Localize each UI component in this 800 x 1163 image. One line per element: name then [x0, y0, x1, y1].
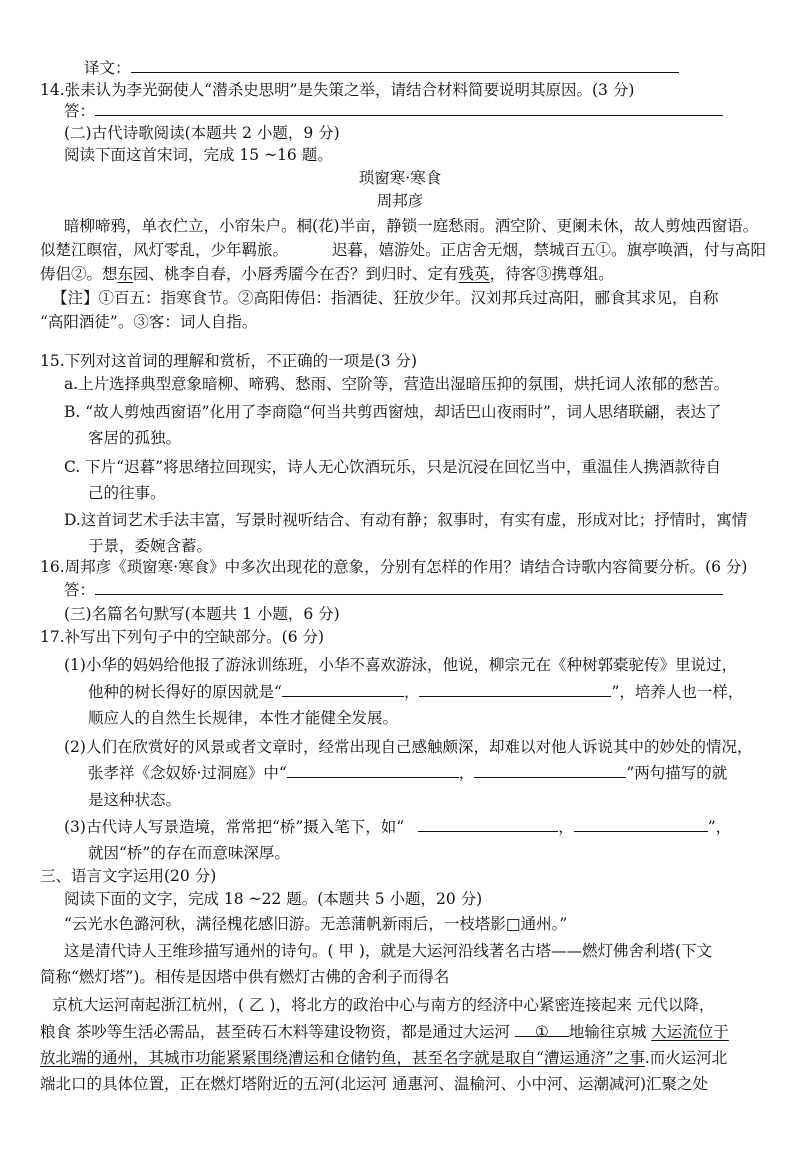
passage-para-2-line-4: 端北口的具体位置，正在燃灯塔附近的五河(北运河 通惠河、温榆河、小中河、运潮减河)汇聚之处 [40, 1075, 709, 1093]
para-2-line-2-start: 粮食 茶吵等生活必需品，甚至砖石木料等建设物资，都是通过大运河 [40, 1023, 515, 1041]
passage-para-2-line-3 [40, 1048, 727, 1068]
question-17-1-line-2 [88, 682, 743, 702]
q17-1-suffix: ”，培养人也一样， [611, 683, 744, 701]
answer-label: 答： [64, 102, 96, 120]
answer-line-14 [64, 101, 723, 121]
poem-line-1: 暗柳啼鸦，单衣伫立，小帘朱户。桐(花)半亩，静锁一庭愁雨。洒空阶、更阑未休，故人剪烛西窗语。 [64, 217, 759, 235]
underlined-sentence-start: 大运流位于 [651, 1023, 729, 1041]
q17-2-comma: ， [458, 764, 475, 782]
question-17-1-line-1: (1)小华的妈妈给他报了游泳训练班，小华不喜欢游泳，他说，柳宗元在《种树郭橐驼传》里说过， [64, 656, 737, 674]
poem-line-3-part-c: ，待客③携尊俎。 [489, 265, 614, 283]
q17-3-comma: ， [558, 818, 574, 836]
option-15-b-line-1: B. “故人剪烛西窗语”化用了李商隐“何当共剪西窗烛，却话巴山夜雨时”，词人思绪联翩，表达了 [64, 403, 722, 421]
passage-para-2-line-1: 京杭大运河南起浙江杭州，( 乙 )，将北方的政治中心与南方的经济中心紧密连接起来 元代以降， [52, 996, 715, 1014]
underlined-dong: 东 [117, 265, 134, 283]
blank-17-1-b[interactable] [419, 682, 611, 697]
option-15-a: a.上片选择典型意象暗柳、啼鸦、愁雨、空阶等，营造出湿暗压抑的氛围，烘托词人浓郁的愁苦。 [64, 375, 730, 393]
passage-para-1-line-2: 简称“燃灯塔”)。相传是因塔中供有燃灯古佛的舍利子而得名 [40, 968, 450, 986]
question-17-1-line-3: 顺应人的自然生长规律，本性才能健全发展。 [88, 709, 399, 727]
blank-1[interactable] [515, 1022, 569, 1041]
poem-line-2-part-a: 似楚江暝宿，风灯零乱，少年羁旅。 [40, 241, 289, 259]
blank-1-number: ① [534, 1023, 549, 1041]
passage-para-2-line-2 [40, 1022, 729, 1042]
translation-label: 译文： [84, 59, 131, 77]
blank-17-1-a[interactable] [282, 682, 404, 697]
answer-line-16 [64, 580, 723, 600]
question-15: 15.下列对这首词的理解和赏析，不正确的一项是(3 分) [40, 352, 418, 370]
question-16: 16.周邦彦《琐窗寒·寒食》中多次出现花的意象，分别有怎样的作用？请结合诗歌内容简要分析。(6 分) [40, 558, 748, 576]
question-17-2-line-3: 是这种状态。 [88, 791, 182, 809]
option-15-d-line-1: D.这首词艺术手法丰富，写景时视听结合、有动有静；叙事时，有实有虚，形成对比；抒情时，寓情 [64, 511, 748, 529]
blank-17-2-b[interactable] [474, 763, 626, 778]
poem-note-2: “高阳酒徒”。③客：词人自指。 [40, 313, 258, 331]
question-17: 17.补写出下列句子中的空缺部分。(6 分) [40, 628, 325, 646]
section-poetry-instruction: 阅读下面这首宋词，完成 15 ~16 题。 [64, 146, 333, 164]
poem-author: 周邦彦 [376, 192, 424, 210]
translation-line [84, 58, 679, 78]
poem-line-3-part-b: 园、桃李自春，小唇秀靥今在否？到归时、定有 [133, 265, 459, 283]
blank-17-3-a[interactable] [418, 817, 558, 832]
passage-poem: “云光水色潞河秋，满径槐花感旧游。无恙蒲帆新雨后，一枝塔影□通州。” [64, 915, 568, 933]
poem-line-2-part-b: 迟暮，嬉游处。正店舍无烟，禁城百五①。旗亭唤酒，付与高阳 [332, 241, 767, 259]
poem-line-3 [40, 264, 614, 284]
option-15-b-line-2: 客居的孤独。 [88, 429, 182, 447]
option-15-d-line-2: 于景，委婉含蓄。 [88, 537, 213, 555]
answer-blank-14[interactable] [95, 101, 723, 116]
poem-line-2 [40, 240, 766, 260]
question-17-2-line-1: (2)人们在欣赏好的风景或者文章时，经常出现自己感触颇深，却难以对他人诉说其中的妙处的情况， [64, 738, 753, 756]
poem-line-3-part-a: 俦侣②。想 [40, 265, 118, 283]
blank-17-3-b[interactable] [574, 817, 708, 832]
answer-blank-16[interactable] [95, 580, 723, 595]
answer-label: 答： [64, 581, 96, 599]
question-17-2-line-2 [88, 763, 727, 783]
para-2-line-3-end: .而火运河北 [644, 1049, 728, 1067]
translation-answer-blank[interactable] [131, 58, 679, 73]
option-15-c-line-1: C. 下片“迟暮”将思绪拉回现实，诗人无心饮酒玩乐，只是沉浸在回忆当中，重温佳人携酒款待自 [64, 458, 722, 476]
q17-2-suffix: ”两句描写的就 [626, 764, 728, 782]
q17-1-comma: ， [403, 683, 420, 701]
section-poetry-heading: (二)古代诗歌阅读(本题共 2 小题，9 分) [64, 124, 340, 142]
para-2-line-2-mid: 地输往京城 [568, 1023, 652, 1041]
question-14: 14.张耒认为李光弼使人“潜杀史思明”是失策之举，请结合材料简要说明其原因。(3 分) [40, 81, 635, 99]
q17-3-suffix: ”， [707, 818, 732, 836]
section-dictation-heading: (三)名篇名句默写(本题共 1 小题，6 分) [64, 605, 340, 623]
question-17-3-line-2: 就因“桥”的存在而意味深厚。 [88, 844, 290, 862]
poem-note-1: 【注】①百五：指寒食节。②高阳俦侣：指酒徒、狂放少年。汉刘邦兵过高阳，郦食其求见，自称 [52, 289, 719, 307]
option-15-c-line-2: 己的往事。 [88, 484, 166, 502]
q17-1-prefix: 他种的树长得好的原因就是“ [88, 683, 282, 701]
q17-3-prefix: (3)古代诗人写景造境，常常把“桥”摄入笔下，如“ [64, 818, 405, 836]
blank-17-2-a[interactable] [287, 763, 459, 778]
q17-2-prefix: 张孝祥《念奴娇·过洞庭》中“ [88, 764, 287, 782]
part-3-instruction: 阅读下面的文字，完成 18 ~22 题。(本题共 5 小题，20 分) [64, 890, 483, 908]
underlined-sentence-end: 放北端的通州，其城市功能紧紧围绕漕运和仓储钓鱼，甚至名字就是取自“漕运通济”之事 [40, 1049, 645, 1067]
poem-title: 琐窗寒·寒食 [358, 169, 442, 187]
part-3-heading: 三、语言文字运用(20 分) [40, 867, 217, 885]
underlined-canying: 残英 [458, 265, 490, 283]
question-17-3-line-1 [64, 817, 731, 837]
passage-para-1-line-1: 这是清代诗人王维珍描写通州的诗句。( 甲 )，就是大运河沿线著名古塔——燃灯佛舍利塔(下文 [64, 942, 712, 960]
